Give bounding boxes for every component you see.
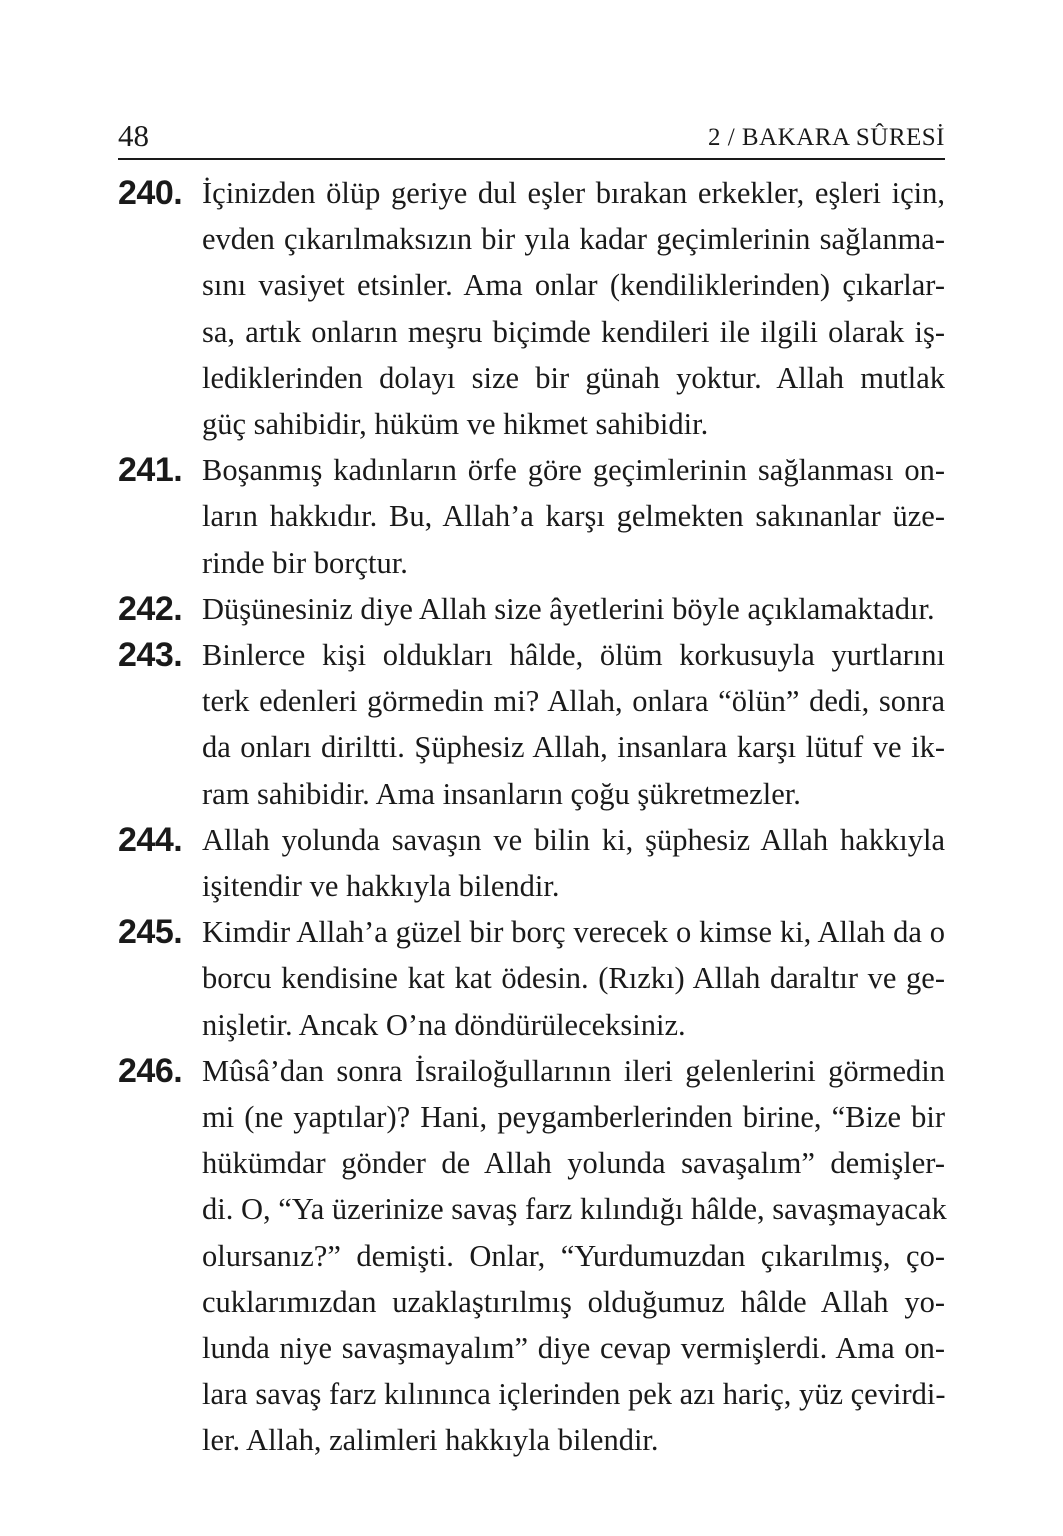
verse xyxy=(118,632,945,817)
verse-number: 240. xyxy=(118,174,183,212)
page-number: 48 xyxy=(118,118,149,153)
verse-number: 246. xyxy=(118,1051,183,1090)
verse-text-line: lunda niye savaşmayalım” diye cevap vermişlerdi. Ama on- xyxy=(202,1331,945,1366)
verse-text-line: sını vasiyet etsinler. Ama onlar (kendiliklerinden) çıkarlar- xyxy=(202,268,945,303)
verse xyxy=(118,817,945,909)
verse-text-line: terk edenleri görmedin mi? Allah, onlara “ölün” dedi, sonra xyxy=(202,684,945,719)
verse-text-line: lara savaş farz kılınınca içlerinden pek azı hariç, yüz çevirdi- xyxy=(202,1377,946,1412)
verse-number: 242. xyxy=(118,589,183,628)
verse-text-line: olursanız?” demişti. Onlar, “Yurdumuzdan çıkarılmış, ço- xyxy=(202,1238,945,1273)
verse-text-line: işitendir ve hakkıyla bilendir. xyxy=(202,869,560,904)
verse-text-line: cuklarımızdan uzaklaştırılmış olduğumuz hâlde Allah yo- xyxy=(202,1284,945,1319)
verse-text-line: ram sahibidir. Ama insanların çoğu şükretmezler. xyxy=(202,776,801,811)
verse-number: 243. xyxy=(118,636,183,675)
verse-text-line: Boşanmış kadınların örfe göre geçimlerinin sağlanması on- xyxy=(202,453,945,488)
verse-text-line: ler. Allah, zalimleri hakkıyla bilendir. xyxy=(202,1423,659,1458)
verse-text-line: Allah yolunda savaşın ve bilin ki, şüphesiz Allah hakkıyla xyxy=(202,822,945,857)
page-header xyxy=(118,118,945,160)
verse-text-line: Binlerce kişi oldukları hâlde, ölüm korkusuyla yurtlarını xyxy=(202,638,945,673)
verse xyxy=(118,586,945,632)
verse-text-line: güç sahibidir, hüküm ve hikmet sahibidir. xyxy=(202,407,709,442)
verse-text-line: di. O, “Ya üzerinize savaş farz kılındığı hâlde, savaşmayacak xyxy=(202,1192,947,1227)
verse-text-line: mi (ne yaptılar)? Hani, peygamberlerinden birine, “Bize bir xyxy=(202,1100,945,1135)
verse-text-line: lediklerinden dolayı size bir günah yoktur. Allah mutlak xyxy=(202,360,945,395)
verse-text-line: evden çıkarılmaksızın bir yıla kadar geçimlerinin sağlanma- xyxy=(202,222,945,257)
verse-number: 244. xyxy=(118,820,183,859)
verse-text-line: Mûsâ’dan sonra İsrailoğullarının ileri gelenlerini görmedin xyxy=(202,1053,945,1088)
verse-number: 245. xyxy=(118,913,183,952)
verse-text-line: İçinizden ölüp geriye dul eşler bırakan erkekler, eşleri için, xyxy=(202,176,945,210)
verse xyxy=(118,447,945,586)
running-head: 2 / BAKARA SÛRESİ xyxy=(707,124,945,151)
verse-text-line: ların hakkıdır. Bu, Allah’a karşı gelmekten sakınanlar üze- xyxy=(202,499,945,534)
verse xyxy=(118,1048,945,1464)
verse-list xyxy=(118,170,945,1464)
verse-number: 241. xyxy=(118,451,183,490)
verse-text-line: sa, artık onların meşru biçimde kendileri ile ilgili olarak iş- xyxy=(202,314,945,349)
verse-text-line: da onları diriltti. Şüphesiz Allah, insanlara karşı lütuf ve ik- xyxy=(202,730,945,765)
verse-text-line: rinde bir borçtur. xyxy=(202,545,408,580)
verse-text-line: Kimdir Allah’a güzel bir borç verecek o kimse ki, Allah da o xyxy=(202,915,945,950)
verse-text-line: hükümdar gönder de Allah yolunda savaşalım” demişler- xyxy=(202,1146,945,1181)
verse xyxy=(118,170,945,447)
verse xyxy=(118,909,945,1048)
verse-text-line: nişletir. Ancak O’na döndürüleceksiniz. xyxy=(202,1007,686,1042)
verse-text-line: Düşünesiniz diye Allah size âyetlerini böyle açıklamaktadır. xyxy=(202,591,935,626)
verse-text-line: borcu kendisine kat kat ödesin. (Rızkı) Allah daraltır ve ge- xyxy=(202,961,945,996)
